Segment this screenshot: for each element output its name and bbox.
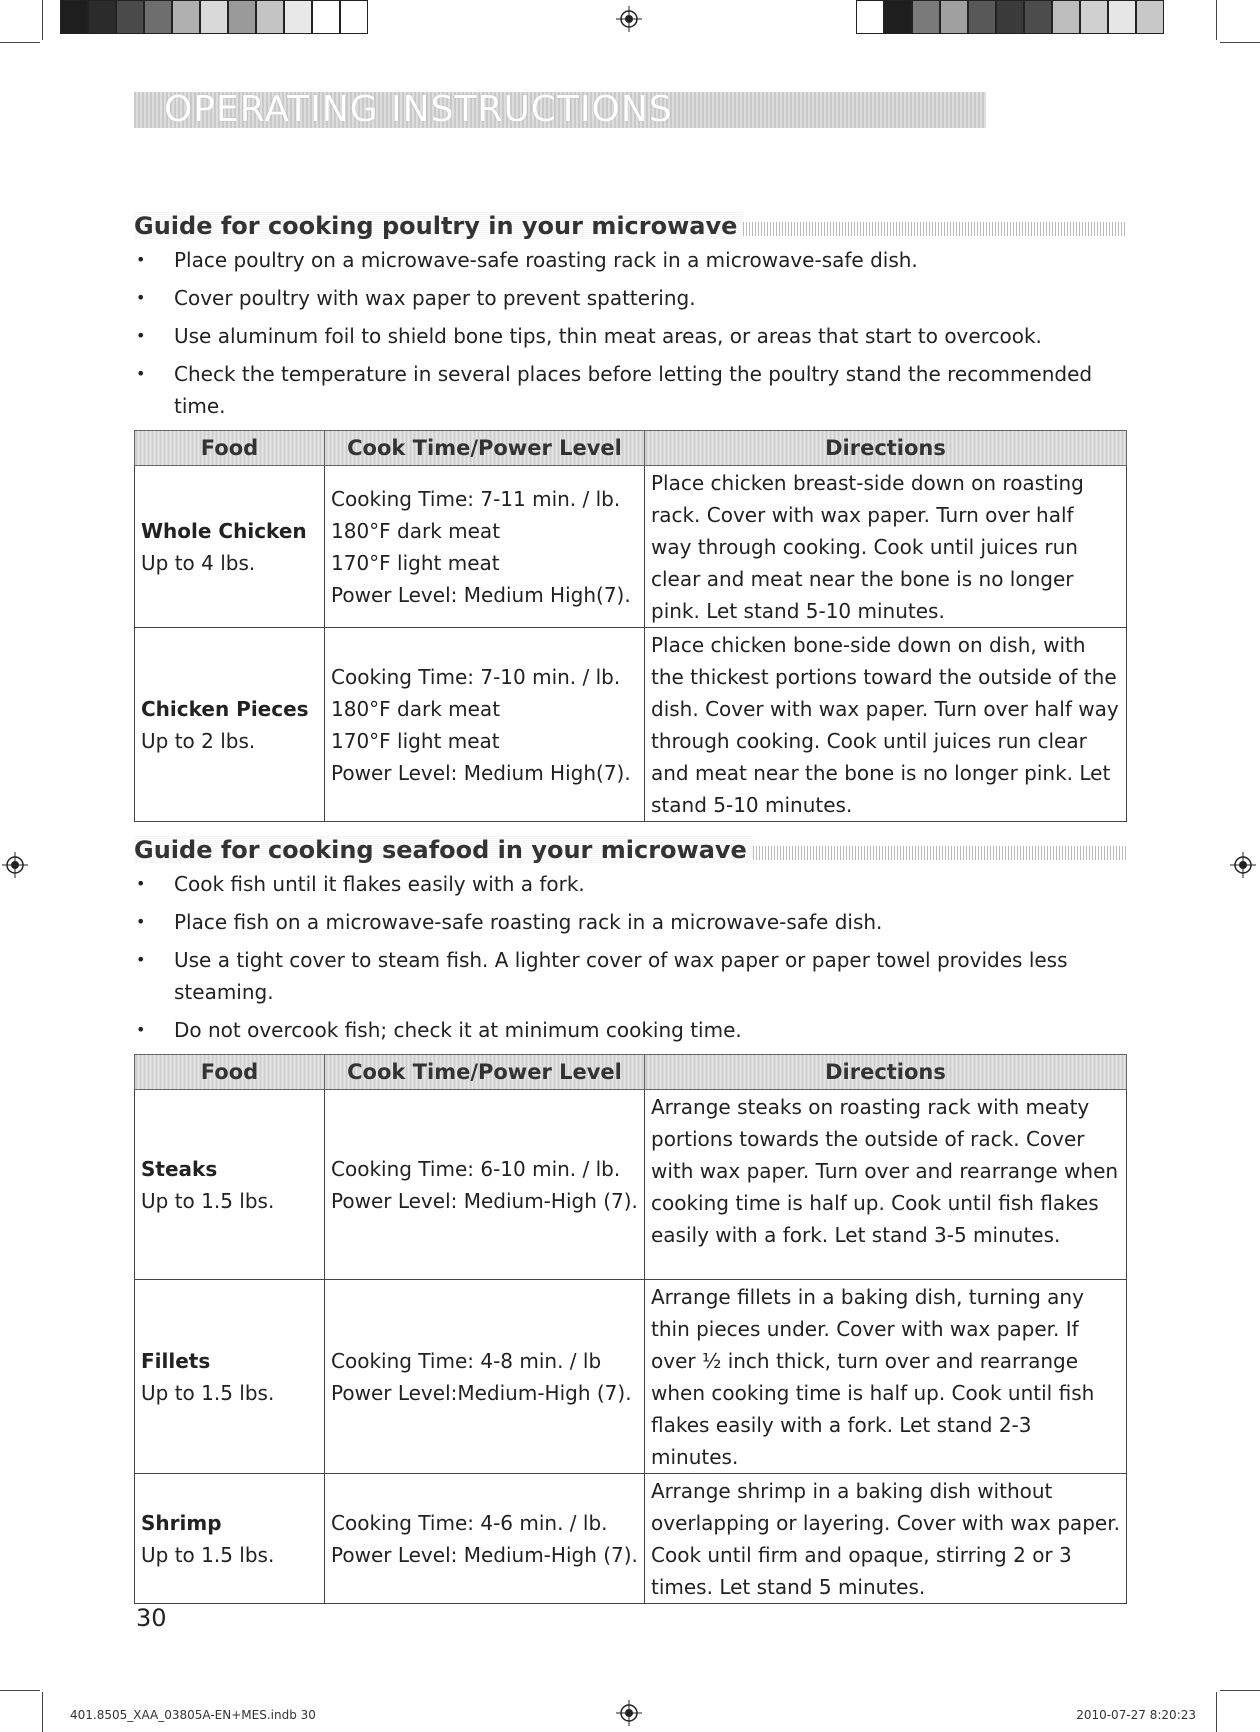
food-cell xyxy=(135,1474,325,1604)
footer-timestamp: 2010-07-27 8:20:23 xyxy=(1076,1708,1196,1722)
directions-cell: Arrange fillets in a baking dish, turning any thin pieces under. Cover with wax paper. If over ½ inch thick, turn over and rearrange when cooking time is half up. Cook until fish flakes easily with a fork. Let stand 2-3 minutes. xyxy=(645,1280,1127,1474)
table-row xyxy=(135,466,1127,628)
food-name: Shrimp xyxy=(141,1510,222,1535)
food-amount: Up to 2 lbs. xyxy=(141,728,256,753)
color-swatch xyxy=(284,0,312,34)
cook-time-cell xyxy=(325,628,645,822)
directions-cell: Place chicken bone-side down on dish, with the thickest portions toward the outside of the dish. Cover with wax paper. Turn over half way through cooking. Cook until juices run clear and meat near the bone is no longer pink. Let stand 5-10 minutes. xyxy=(645,628,1127,822)
color-swatch xyxy=(940,0,968,34)
table-row xyxy=(135,628,1127,822)
column-header-directions: Directions xyxy=(645,1055,1127,1090)
crop-mark xyxy=(1216,0,1217,40)
color-swatch xyxy=(172,0,200,34)
table-header-row xyxy=(135,1055,1127,1090)
cook-time-line: Power Level: Medium-High (7). xyxy=(331,1188,638,1213)
directions-cell: Arrange steaks on roasting rack with meaty portions towards the outside of rack. Cover with wax paper. Turn over and rearrange when cooking time is half up. Cook until fish flakes easily with a fork. Let stand 3-5 minutes. xyxy=(645,1090,1127,1280)
food-name: Chicken Pieces xyxy=(141,696,309,721)
cook-time-line: 170°F light meat xyxy=(331,728,500,753)
color-swatch xyxy=(968,0,996,34)
food-cell xyxy=(135,466,325,628)
crop-mark xyxy=(0,42,40,43)
list-item: • Use a tight cover to steam fish. A lighter cover of wax paper or paper towel provides less steaming. xyxy=(134,944,1094,1008)
color-swatch xyxy=(1024,0,1052,34)
cook-time-line: Power Level: Medium High(7). xyxy=(331,760,631,785)
column-header-cook-time: Cook Time/Power Level xyxy=(325,1055,645,1090)
registration-mark-icon xyxy=(2,852,28,878)
banner-title: OPERATING INSTRUCTIONS xyxy=(164,89,673,130)
color-swatch xyxy=(116,0,144,34)
color-swatch xyxy=(256,0,284,34)
color-swatch xyxy=(884,0,912,34)
food-cell xyxy=(135,628,325,822)
directions-cell: Place chicken breast-side down on roasting rack. Cover with wax paper. Turn over half way through cooking. Cook until juices run clear and meat near the bone is no longer pink. Let stand 5-10 minutes. xyxy=(645,466,1127,628)
cook-time-line: 180°F dark meat xyxy=(331,696,501,721)
color-swatch xyxy=(60,0,88,34)
cook-time-line: Cooking Time: 6-10 min. / lb. xyxy=(331,1156,621,1181)
poultry-table xyxy=(134,430,1127,822)
heading-rule xyxy=(753,846,1126,860)
cook-time-line: 170°F light meat xyxy=(331,550,500,575)
crop-mark xyxy=(1220,1690,1260,1691)
crop-mark xyxy=(42,1692,43,1732)
food-name: Fillets xyxy=(141,1348,211,1373)
registration-mark-icon xyxy=(616,1700,642,1726)
column-header-cook-time: Cook Time/Power Level xyxy=(325,431,645,466)
crop-mark xyxy=(0,1690,40,1691)
list-item: • Cook fish until it flakes easily with a fork. xyxy=(134,868,1094,900)
seafood-table xyxy=(134,1054,1127,1604)
poultry-bullet-list xyxy=(134,244,1094,428)
color-swatch xyxy=(1136,0,1164,34)
seafood-bullet-list xyxy=(134,868,1094,1052)
food-cell xyxy=(135,1280,325,1474)
seafood-heading xyxy=(134,830,1126,864)
column-header-food: Food xyxy=(135,431,325,466)
seafood-title: Guide for cooking seafood in your microwave xyxy=(134,836,753,864)
crop-mark xyxy=(42,0,43,40)
list-item: • Place poultry on a microwave-safe roasting rack in a microwave-safe dish. xyxy=(134,244,1094,276)
cook-time-line: Cooking Time: 4-8 min. / lb xyxy=(331,1348,602,1373)
section-banner xyxy=(134,89,986,130)
poultry-heading xyxy=(134,206,1126,240)
poultry-title: Guide for cooking poultry in your microwave xyxy=(134,212,743,240)
color-bar-right xyxy=(856,0,1164,36)
cook-time-cell xyxy=(325,1474,645,1604)
list-item: • Place fish on a microwave-safe roasting rack in a microwave-safe dish. xyxy=(134,906,1094,938)
food-amount: Up to 1.5 lbs. xyxy=(141,1188,275,1213)
color-bar-left xyxy=(60,0,368,36)
food-amount: Up to 1.5 lbs. xyxy=(141,1380,275,1405)
list-item: • Check the temperature in several places before letting the poultry stand the recommended time. xyxy=(134,358,1094,422)
column-header-food: Food xyxy=(135,1055,325,1090)
color-swatch xyxy=(856,0,884,34)
table-row xyxy=(135,1474,1127,1604)
registration-mark-icon xyxy=(616,6,642,32)
cook-time-line: Power Level: Medium-High (7). xyxy=(331,1542,638,1567)
table-row xyxy=(135,1280,1127,1474)
cook-time-line: Power Level: Medium High(7). xyxy=(331,582,631,607)
color-swatch xyxy=(88,0,116,34)
table-row xyxy=(135,1090,1127,1280)
color-swatch xyxy=(1108,0,1136,34)
list-item: • Do not overcook fish; check it at minimum cooking time. xyxy=(134,1014,1094,1046)
page-number: 30 xyxy=(136,1604,167,1632)
footer-filename: 401.8505_XAA_03805A-EN+MES.indb 30 xyxy=(70,1708,316,1722)
registration-mark-icon xyxy=(1230,852,1256,878)
heading-rule xyxy=(743,222,1126,236)
cook-time-line: Cooking Time: 4-6 min. / lb. xyxy=(331,1510,608,1535)
color-swatch xyxy=(1052,0,1080,34)
cook-time-line: Cooking Time: 7-11 min. / lb. xyxy=(331,486,621,511)
food-cell xyxy=(135,1090,325,1280)
food-name: Whole Chicken xyxy=(141,518,307,543)
list-item: • Cover poultry with wax paper to prevent spattering. xyxy=(134,282,1094,314)
cook-time-line: Power Level:Medium-High (7). xyxy=(331,1380,632,1405)
directions-cell: Arrange shrimp in a baking dish without overlapping or layering. Cover with wax paper. Cook until firm and opaque, stirring 2 or 3 times. Let stand 5 minutes. xyxy=(645,1474,1127,1604)
column-header-directions: Directions xyxy=(645,431,1127,466)
color-swatch xyxy=(200,0,228,34)
color-swatch xyxy=(996,0,1024,34)
cook-time-line: 180°F dark meat xyxy=(331,518,501,543)
color-swatch xyxy=(144,0,172,34)
food-amount: Up to 4 lbs. xyxy=(141,550,256,575)
cook-time-cell xyxy=(325,466,645,628)
color-swatch xyxy=(228,0,256,34)
food-name: Steaks xyxy=(141,1156,218,1181)
color-swatch xyxy=(340,0,368,34)
list-item: • Use aluminum foil to shield bone tips, thin meat areas, or areas that start to overcook. xyxy=(134,320,1094,352)
table-header-row xyxy=(135,431,1127,466)
cook-time-cell xyxy=(325,1090,645,1280)
color-swatch xyxy=(912,0,940,34)
cook-time-line: Cooking Time: 7-10 min. / lb. xyxy=(331,664,621,689)
crop-mark xyxy=(1216,1692,1217,1732)
color-swatch xyxy=(1080,0,1108,34)
cook-time-cell xyxy=(325,1280,645,1474)
crop-mark xyxy=(1220,42,1260,43)
food-amount: Up to 1.5 lbs. xyxy=(141,1542,275,1567)
color-swatch xyxy=(312,0,340,34)
